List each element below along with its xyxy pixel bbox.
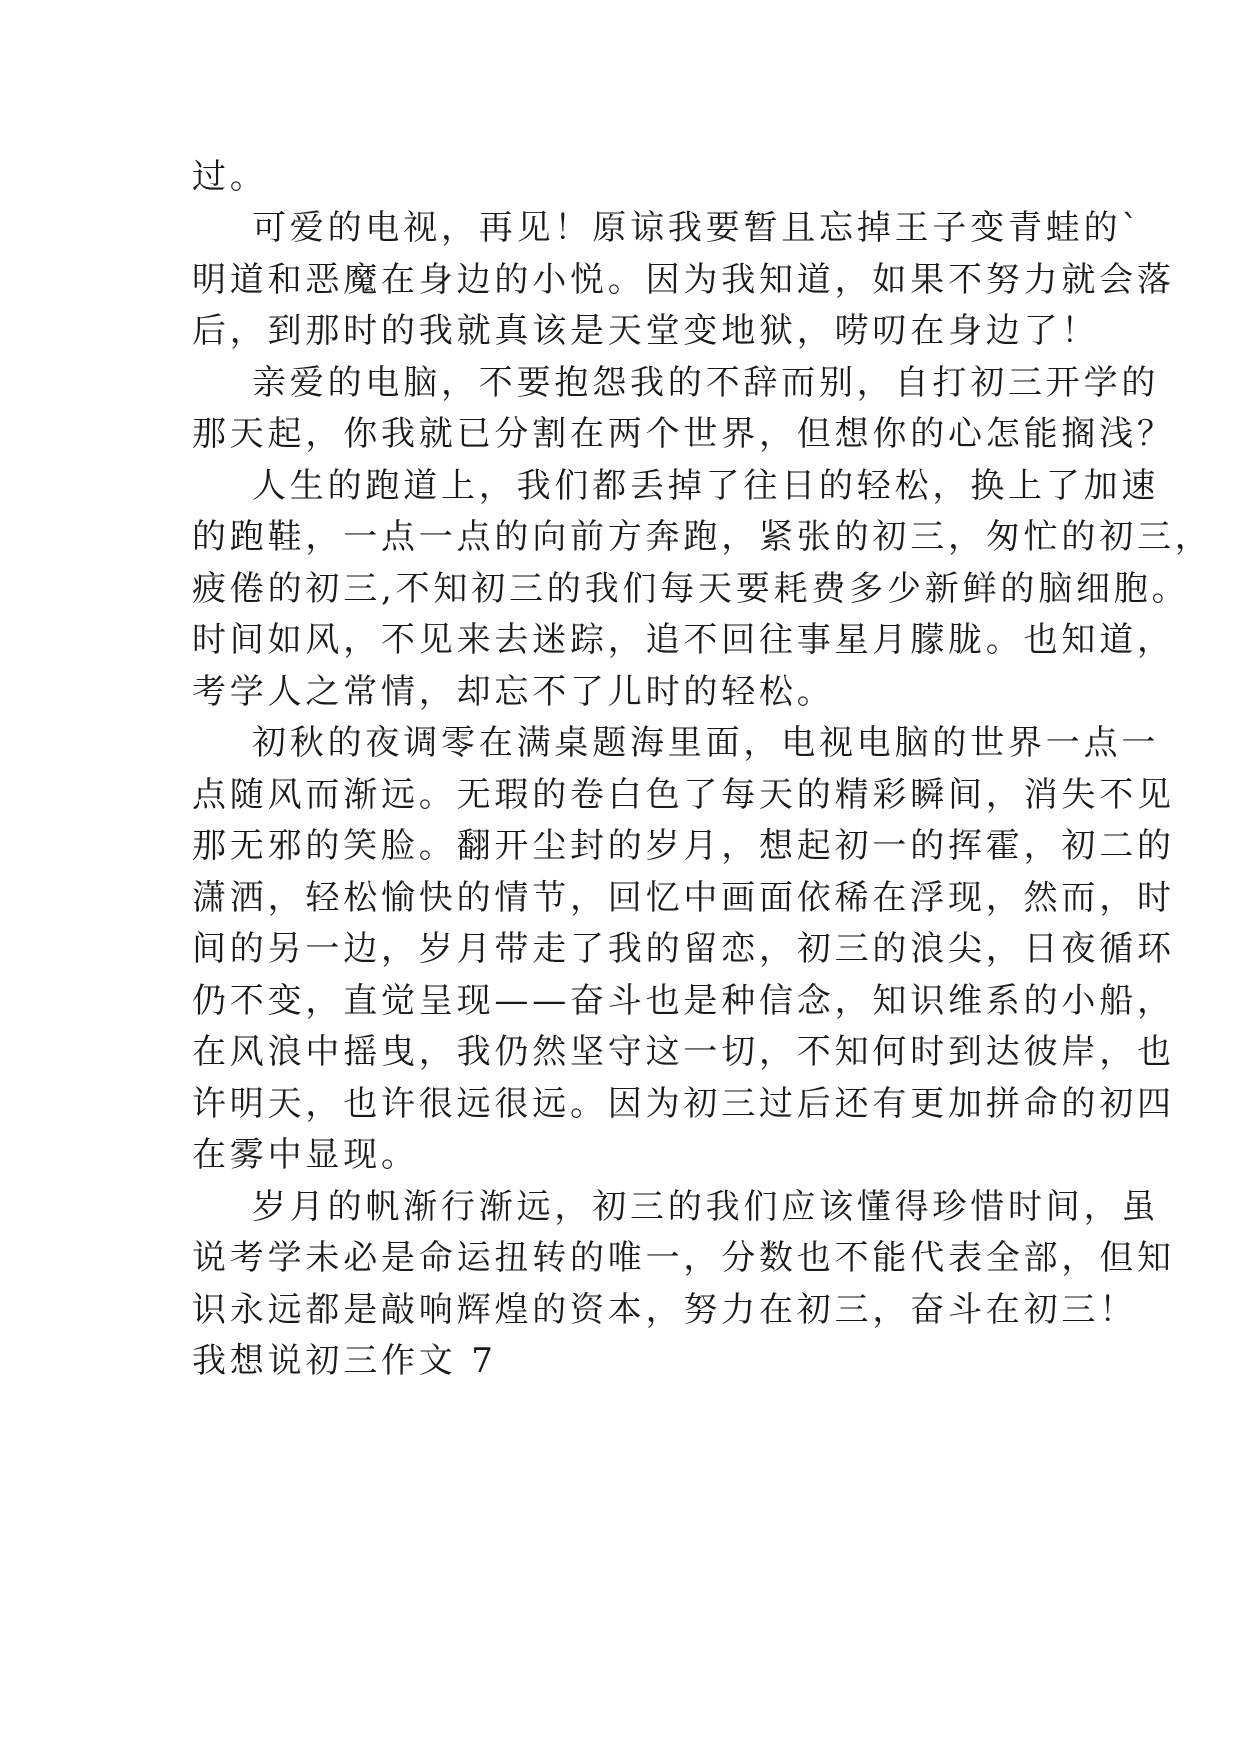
text-line: 考学人之常情，却忘不了儿时的轻松。: [192, 672, 835, 712]
text-line: 明道和恶魔在身边的小悦。因为我知道，如果不努力就会落: [192, 260, 1175, 300]
text-line: 那天起，你我就已分割在两个世界，但想你的心怎能搁浅？: [192, 414, 1175, 454]
text-line: 时间如风，不见来去迷踪，追不回往事星月朦胧。也知道，: [192, 620, 1175, 660]
section-heading: 我想说初三作文 7: [192, 1341, 497, 1381]
text-line: 点随风而渐远。无瑕的卷白色了每天的精彩瞬间，消失不见: [192, 775, 1175, 815]
text-line: 的跑鞋，一点一点的向前方奔跑，紧张的初三，匆忙的初三，: [192, 517, 1213, 557]
text-line: 后，到那时的我就真该是天堂变地狱，唠叨在身边了！: [192, 311, 1100, 351]
text-line: 那无邪的笑脸。翻开尘封的岁月，想起初一的挥霍，初二的: [192, 826, 1175, 866]
paragraph-first-line: 岁月的帆渐行渐远，初三的我们应该懂得珍惜时间，虽: [252, 1187, 1160, 1227]
text-line: 许明天，也许很远很远。因为初三过后还有更加拼命的初四: [192, 1084, 1175, 1124]
paragraph-first-line: 初秋的夜调零在满桌题海里面，电视电脑的世界一点一: [252, 723, 1160, 763]
text-line: 仍不变，直觉呈现——奋斗也是种信念，知识维系的小船，: [192, 981, 1175, 1021]
text-line: 间的另一边，岁月带走了我的留恋，初三的浪尖，日夜循环: [192, 929, 1175, 969]
paragraph-first-line: 可爱的电视，再见！原谅我要暂且忘掉王子变青蛙的`: [252, 208, 1143, 248]
text-line: 过。: [192, 157, 268, 197]
paragraph-first-line: 亲爱的电脑，不要抱怨我的不辞而别，自打初三开学的: [252, 363, 1160, 403]
text-line: 在风浪中摇曳，我仍然坚守这一切，不知何时到达彼岸，也: [192, 1032, 1175, 1072]
text-line: 在雾中显现。: [192, 1135, 419, 1175]
text-line: 识永远都是敲响辉煌的资本，努力在初三，奋斗在初三！: [192, 1290, 1137, 1330]
paragraph-first-line: 人生的跑道上，我们都丢掉了往日的轻松，换上了加速: [252, 466, 1160, 506]
text-line: 潇洒，轻松愉快的情节，回忆中画面依稀在浮现，然而，时: [192, 878, 1175, 918]
text-line: 说考学未必是命运扭转的唯一，分数也不能代表全部，但知: [192, 1238, 1175, 1278]
text-line: 疲倦的初三,不知初三的我们每天要耗费多少新鲜的脑细胞。: [192, 569, 1190, 609]
